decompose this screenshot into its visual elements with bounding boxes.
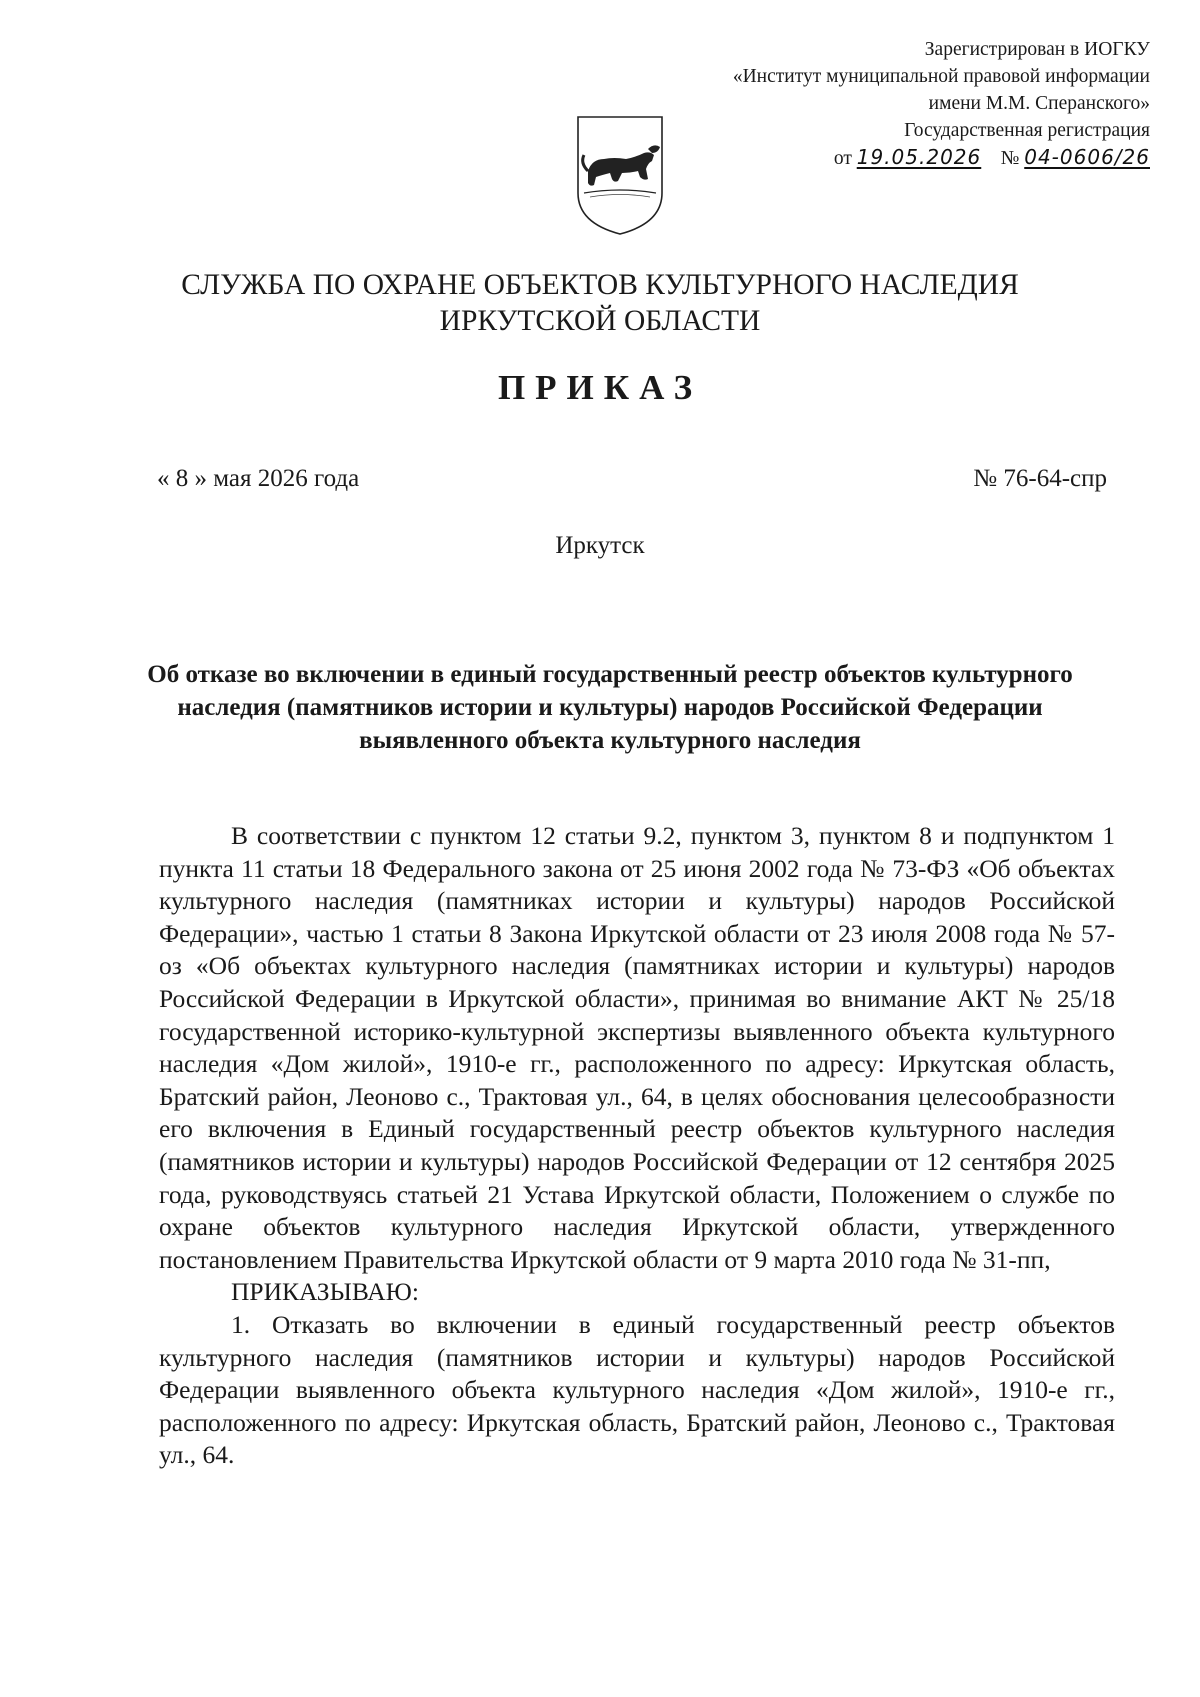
registration-number-prefix: № (1000, 148, 1020, 169)
order-word: ПРИКАЗЫВАЮ: (231, 1277, 419, 1307)
irkutsk-coat-of-arms-icon (574, 113, 666, 238)
document-number: № 76-64-спр (973, 465, 1107, 492)
document-date: « 8 » мая 2026 года (157, 465, 360, 492)
registration-line-1: Зарегистрирован в ИОГКУ (924, 39, 1150, 60)
document-body (159, 820, 1115, 1472)
document-title: Об отказе во включении в единый государственный реестр объектов культурного наследия (памятников истории и культуры) народов Российской Федерации выявленного объекта культурного наследия (147, 661, 1073, 754)
order-item-1: 1. Отказать во включении в единый государственный реестр объектов культурного наследия (памятников истории и культуры) народов Российской Федерации выявленного объекта культурного наследия «Дом жилой», 1910-е гг., расположенного по адресу: Иркутская область, Братский район, Леоново с., Трактовая ул., 64. (159, 1309, 1115, 1470)
registration-number-handwritten: 04-0606/26 (1024, 145, 1150, 169)
registration-date-prefix: от (833, 148, 852, 169)
organization-name-line-2: ИРКУТСКОЙ ОБЛАСТИ (439, 305, 761, 337)
registration-handwritten-row (733, 144, 1150, 172)
document-type: ПРИКАЗ (497, 368, 703, 407)
registration-line-3: имени М.М. Сперанского» (928, 93, 1150, 114)
organization-name-line-1: СЛУЖБА ПО ОХРАНЕ ОБЪЕКТОВ КУЛЬТУРНОГО НАСЛЕДИЯ (181, 269, 1019, 301)
registration-line-4: Государственная регистрация (904, 120, 1150, 141)
registration-date-handwritten: 19.05.2026 (856, 145, 982, 169)
registration-line-2: «Институт муниципальной правовой информации (732, 66, 1150, 87)
preamble-paragraph: В соответствии с пунктом 12 статьи 9.2, пунктом 3, пунктом 8 и подпунктом 1 пункта 11 статьи 18 Федерального закона от 25 июня 2002 года № 73-ФЗ «Об объектах культурного наследия (памятниках истории и культуры) народов Российской Федерации», частью 1 статьи 8 Закона Иркутской области от 23 июля 2008 года № 57-оз «Об объектах культурного наследия (памятниках истории и культуры) народов Российской Федерации в Иркутской области», принимая во внимание АКТ № 25/18 государственной историко-культурной экспертизы выявленного объекта культурного наследия «Дом жилой», 1910-е гг., расположенного по адресу: Иркутская область, Братский район, Леоново с., Трактовая ул., 64, в целях обоснования целесообразности его включения в Единый государственный реестр объектов культурного наследия (памятников истории и культуры) народов Российской Федерации от 12 сентября 2025 года, руководствуясь статьей 21 Устава Иркутской области, Положением о службе по охране объектов культурного наследия Иркутской области, утвержденного постановлением Правительства Иркутской области от 9 марта 2010 года № 31-пп, (159, 821, 1115, 1274)
document-city: Иркутск (555, 532, 645, 559)
registration-stamp (733, 36, 1150, 172)
